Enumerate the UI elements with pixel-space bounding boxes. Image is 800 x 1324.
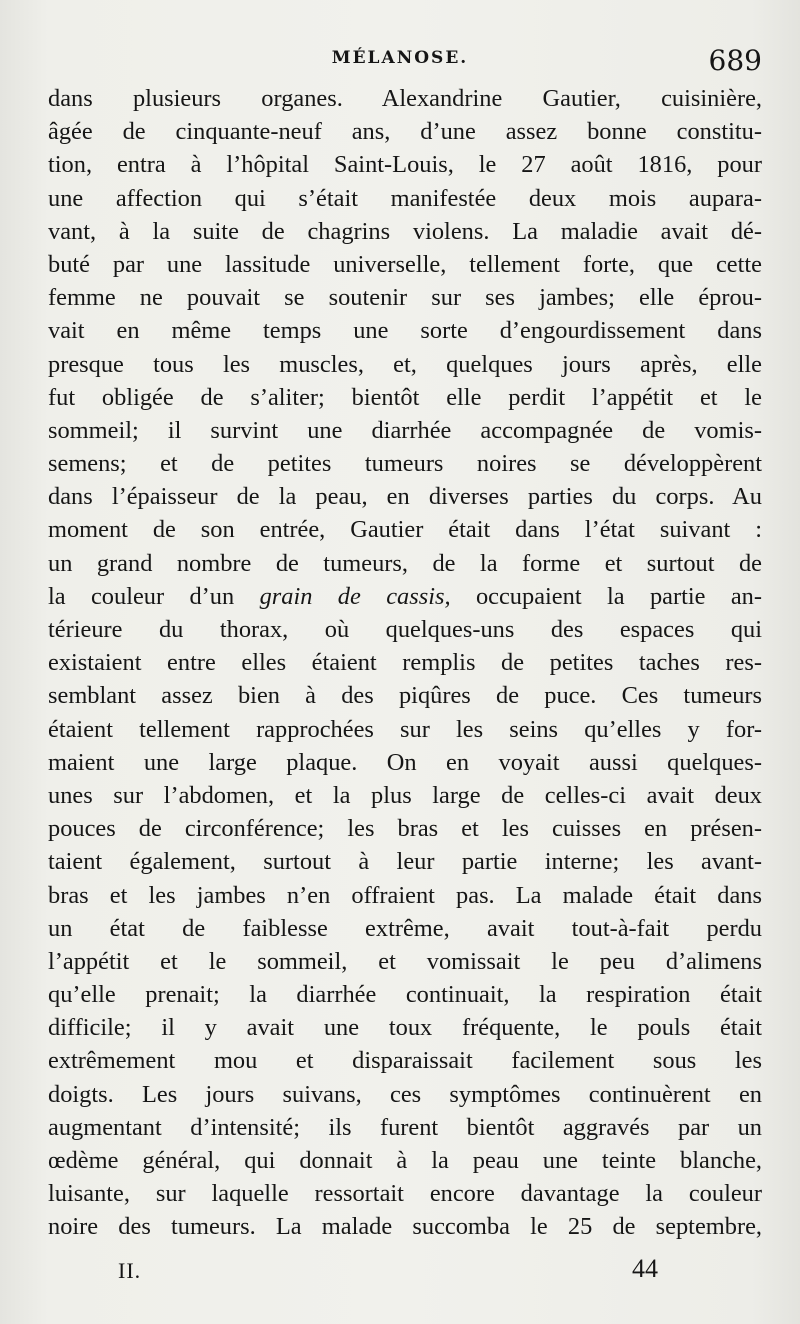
signature-mark: II. xyxy=(118,1258,142,1283)
text-line: noire des tumeurs. La malade succomba le 25 de septembre, xyxy=(48,1213,762,1241)
gathering-number: 44 xyxy=(632,1254,658,1283)
text-line: semblant assez bien à des piqûres de puce. Ces tumeurs xyxy=(48,682,762,710)
italic-phrase: grain de cassis, xyxy=(259,582,451,610)
text-line: moment de son entrée, Gautier était dans l’état suivant : xyxy=(48,516,762,544)
text-line: presque tous les muscles, et, quelques jours après, elle xyxy=(48,350,762,378)
text-line-start: la couleur d’un xyxy=(48,582,260,610)
text-line: dans plusieurs organes. Alexandrine Gautier, cuisinière, xyxy=(48,85,762,112)
text-line: difficile; il y avait une toux fréquente, le pouls était xyxy=(48,1014,762,1042)
text-line: sommeil; il survint une diarrhée accompagnée de vomis- xyxy=(48,416,762,444)
running-title: MÉLANOSE. xyxy=(331,48,469,68)
text-line: tion, entra à l’hôpital Saint-Louis, le 27 août 1816, pour xyxy=(48,151,762,179)
text-line: semens; et de petites tumeurs noires se développèrent xyxy=(48,450,762,478)
text-line: vant, à la suite de chagrins violens. La maladie avait dé- xyxy=(48,217,762,245)
page-footer xyxy=(0,1254,800,1294)
text-line: un état de faiblesse extrême, avait tout-à-fait perdu xyxy=(48,914,762,942)
text-line: fut obligée de s’aliter; bientôt elle perdit l’appétit et le xyxy=(48,383,762,411)
text-line: existaient entre elles étaient remplis de petites taches res- xyxy=(48,649,762,677)
text-line: vait en même temps une sorte d’engourdissement dans xyxy=(48,317,762,345)
text-line: âgée de cinquante-neuf ans, d’une assez bonne constitu- xyxy=(48,118,762,146)
text-line: bras et les jambes n’en offraient pas. La malade était dans xyxy=(48,881,762,909)
text-line: dans l’épaisseur de la peau, en diverses parties du corps. Au xyxy=(48,483,762,511)
text-line: étaient tellement rapprochées sur les seins qu’elles y for- xyxy=(48,715,762,743)
page-number: 689 xyxy=(708,44,762,77)
running-head xyxy=(0,44,800,84)
text-line: qu’elle prenait; la diarrhée continuait, la respiration était xyxy=(48,981,762,1009)
text-line-with-italic xyxy=(48,580,762,613)
text-line: maient une large plaque. On en voyait aussi quelques- xyxy=(48,748,762,776)
text-line: augmentant d’intensité; ils furent bientôt aggravés par un xyxy=(48,1113,762,1141)
text-line: buté par une lassitude universelle, tellement forte, que cette xyxy=(48,250,762,278)
text-line: un grand nombre de tumeurs, de la forme et surtout de xyxy=(48,549,762,577)
text-line: une affection qui s’était manifestée deux mois aupara- xyxy=(48,184,762,212)
body-text xyxy=(48,82,762,1244)
text-line: luisante, sur laquelle ressortait encore davantage la couleur xyxy=(48,1180,762,1208)
text-line: unes sur l’abdomen, et la plus large de celles-ci avait deux xyxy=(48,781,762,809)
text-line: femme ne pouvait se soutenir sur ses jambes; elle éprou- xyxy=(48,284,762,312)
text-line: pouces de circonférence; les bras et les cuisses en présen- xyxy=(48,815,762,843)
text-line: doigts. Les jours suivans, ces symptômes continuèrent en xyxy=(48,1080,762,1108)
text-line: l’appétit et le sommeil, et vomissait le peu d’alimens xyxy=(48,947,762,975)
text-line: térieure du thorax, où quelques-uns des espaces qui xyxy=(48,616,762,643)
text-line: extrêmement mou et disparaissait facilement sous les xyxy=(48,1047,762,1075)
text-line: œdème général, qui donnait à la peau une teinte blanche, xyxy=(48,1147,762,1174)
text-line-end: occupaient la partie an- xyxy=(450,582,762,610)
text-line: taient également, surtout à leur partie interne; les avant- xyxy=(48,848,762,876)
